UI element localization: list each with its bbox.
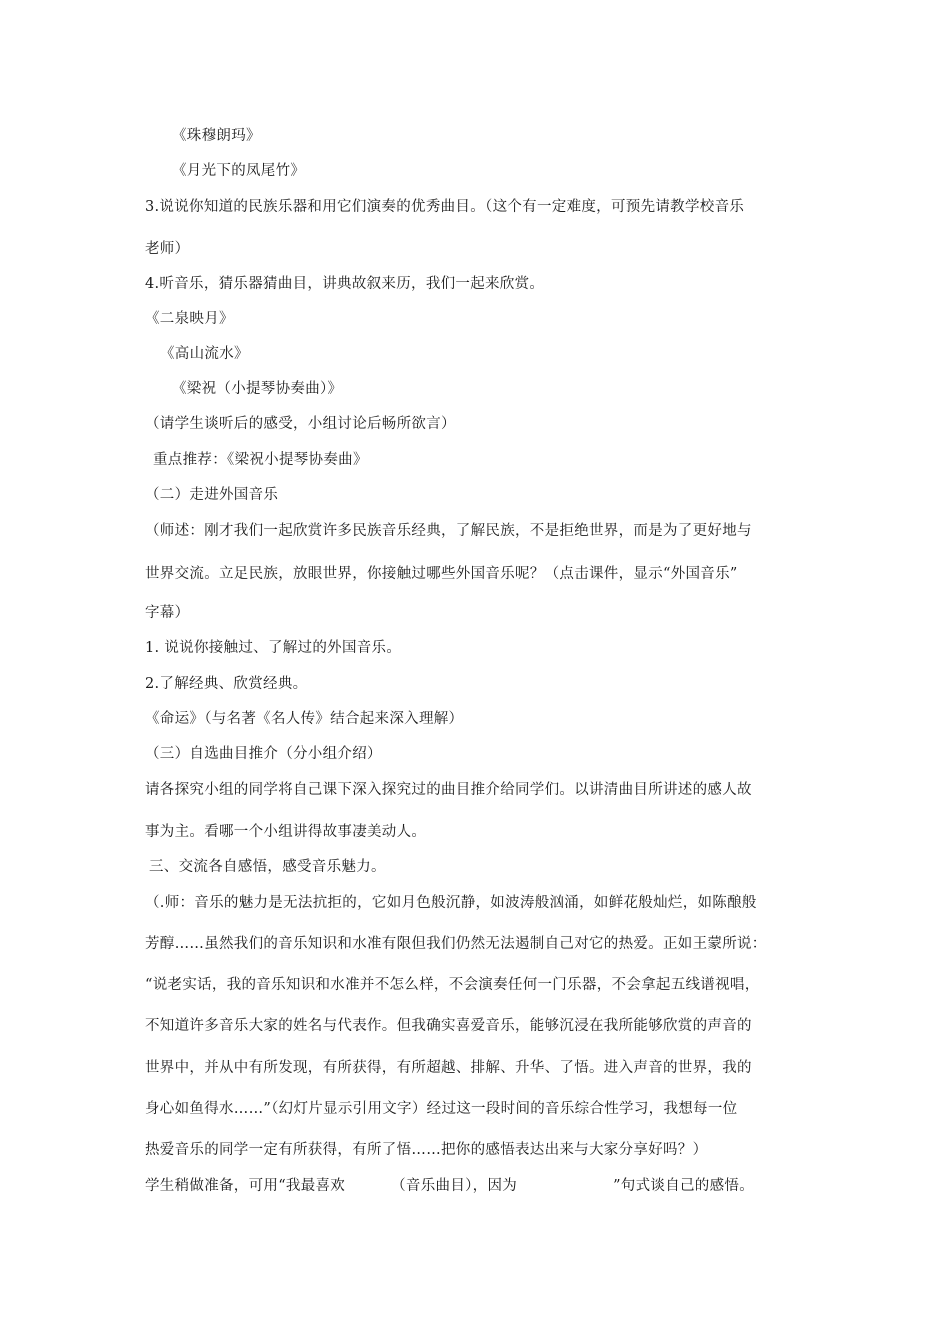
text-line: 老师） <box>145 241 190 257</box>
text-line: 《珠穆朗玛》 <box>172 128 261 144</box>
text-line: 身心如鱼得水……”（幻灯片显示引用文字）经过这一段时间的音乐综合性学习，我想每一位 <box>145 1101 738 1117</box>
text-line: （.师：音乐的魅力是无法抗拒的，它如月色般沉静，如波涛般汹涌，如鲜花般灿烂，如陈酿般 <box>145 895 757 911</box>
text-line: 不知道许多音乐大家的姓名与代表作。但我确实喜爱音乐，能够沉浸在我所能够欣赏的声音的 <box>145 1018 752 1034</box>
text-line: 3.说说你知道的民族乐器和用它们演奏的优秀曲目。（这个有一定难度，可预先请教学校音乐 <box>145 199 745 215</box>
text-line-final <box>145 1176 754 1196</box>
section-heading: 三、交流各自感悟，感受音乐魅力。 <box>149 859 386 875</box>
text-line: 热爱音乐的同学一定有所获得，有所了悟……把你的感悟表达出来与大家分享好吗？） <box>145 1142 708 1158</box>
final-part-2: （音乐曲目），因为 <box>391 1178 518 1194</box>
text-line: 请各探究小组的同学将自己课下深入探究过的曲目推介给同学们。以讲清曲目所讲述的感人故 <box>145 782 752 798</box>
text-line: 《命运》（与名著《名人传》结合起来深入理解） <box>145 711 464 727</box>
text-line: 1. 说说你接触过、了解过的外国音乐。 <box>145 640 402 656</box>
text-line: 世界交流。立足民族，放眼世界，你接触过哪些外国音乐呢？（点击课件，显示“外国音乐” <box>145 566 738 582</box>
text-line: 2.了解经典、欣赏经典。 <box>145 676 308 692</box>
text-line: 世界中，并从中有所发现，有所获得，有所超越、排解、升华、了悟。进入声音的世界，我的 <box>145 1060 752 1076</box>
final-part-3: ”句式谈自己的感悟。 <box>613 1178 754 1194</box>
text-line: 《高山流水》 <box>160 346 249 362</box>
final-part-1: 学生稍做准备，可用“我最喜欢 <box>145 1178 346 1194</box>
section-heading: （二）走进外国音乐 <box>145 487 279 503</box>
text-line: 事为主。看哪一个小组讲得故事凄美动人。 <box>145 824 427 840</box>
text-line: 4.听音乐，猜乐器猜曲目，讲典故叙来历，我们一起来欣赏。 <box>145 276 545 292</box>
text-line: 《梁祝（小提琴协奏曲）》 <box>172 381 343 397</box>
text-line: 《二泉映月》 <box>145 311 234 327</box>
text-line: 重点推荐：《梁祝小提琴协奏曲》 <box>153 452 368 468</box>
text-line: “说老实话，我的音乐知识和水准并不怎么样，不会演奏任何一门乐器，不会拿起五线谱视唱， <box>145 977 760 993</box>
text-line: 芳醇……虽然我们的音乐知识和水准有限但我们仍然无法遏制自己对它的热爱。正如王蒙所说： <box>145 936 767 952</box>
text-line: 字幕） <box>145 605 190 621</box>
section-heading: （三）自选曲目推介（分小组介绍） <box>145 746 382 762</box>
text-line: 《月光下的凤尾竹》 <box>172 163 306 179</box>
text-line: （师述：刚才我们一起欣赏许多民族音乐经典，了解民族，不是拒绝世界，而是为了更好地与 <box>145 523 752 539</box>
text-line: （请学生谈听后的感受，小组讨论后畅所欲言） <box>145 416 456 432</box>
